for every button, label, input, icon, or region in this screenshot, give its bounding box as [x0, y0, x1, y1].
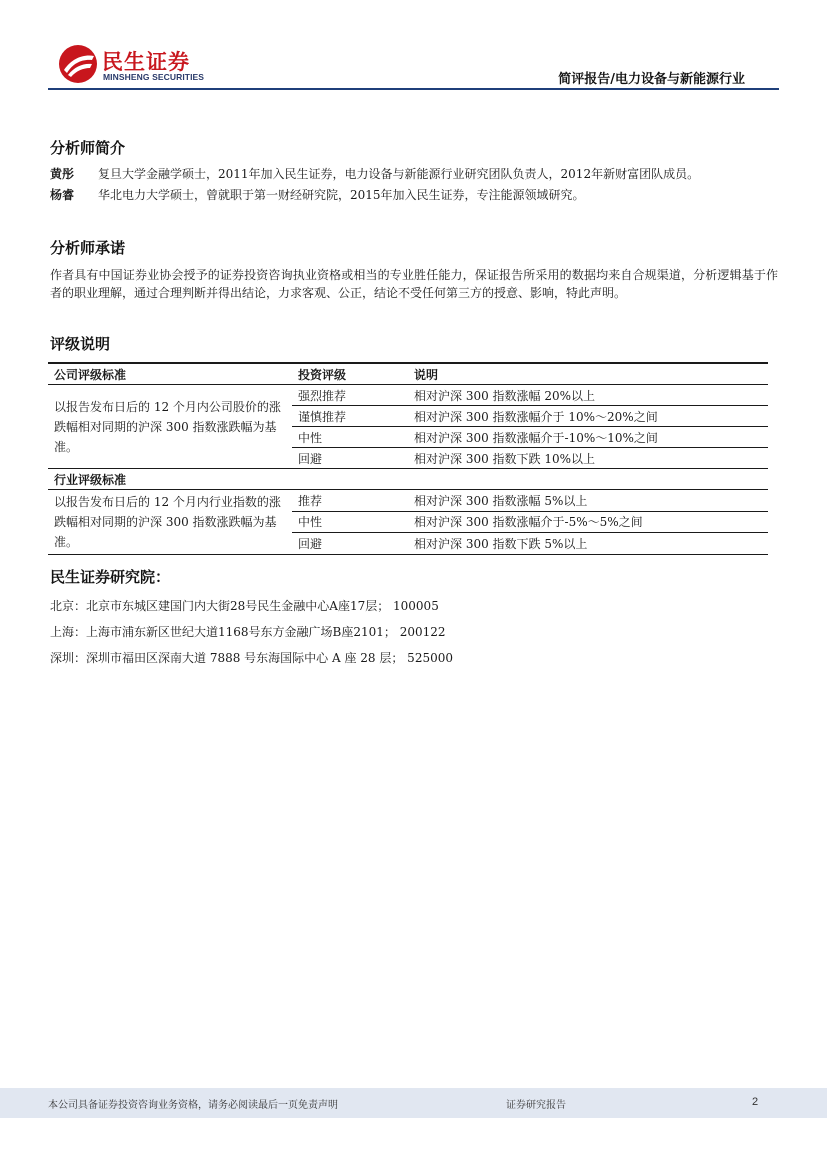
analyst-name: 杨睿 [50, 188, 75, 202]
analyst-bio [50, 165, 699, 182]
commitment-text: 作者具有中国证券业协会授予的证券投资咨询执业资格或相当的专业胜任能力，保证报告所采用的数据均来自合规渠道，分析逻辑基于作者的职业理解，通过合理判断并得出结论，力求客观、公正，结论不受任何第三方的授意、影响，特此声明。 [50, 268, 778, 300]
rating-level: 谨慎推荐 [292, 406, 408, 427]
header-cell: 说明 [408, 363, 768, 385]
logo-chinese-name: 民生证券 [102, 50, 190, 74]
page-footer [0, 1088, 827, 1118]
industry-rating-header [48, 469, 768, 490]
rating-desc: 相对沪深 300 指数涨幅 20%以上 [408, 385, 768, 406]
company-rating-header [48, 363, 768, 385]
rating-level: 强烈推荐 [292, 385, 408, 406]
rating-desc: 相对沪深 300 指数下跌 10%以上 [408, 448, 768, 469]
analyst-intro-title: 分析师简介 [50, 139, 126, 157]
analyst-name: 黄彤 [50, 167, 75, 181]
industry-rating-basis: 以报告发布日后的 12 个月内行业指数的涨跌幅相对同期的沪深 300 指数涨跌幅为基准。 [48, 490, 292, 555]
header-cell: 行业评级标准 [48, 469, 768, 490]
footer-label: 证券研究报告 [506, 1100, 566, 1111]
analyst-bio-text: 华北电力大学硕士，曾就职于第一财经研究院，2015年加入民生证券，专注能源领域研究。 [98, 188, 585, 202]
company-logo [58, 44, 208, 84]
rating-level: 回避 [292, 533, 408, 555]
rating-desc: 相对沪深 300 指数涨幅介于-10%～10%之间 [408, 427, 768, 448]
rating-table [48, 362, 768, 555]
logo-english-name: MINSHENG SECURITIES [103, 72, 205, 82]
rating-desc: 相对沪深 300 指数涨幅 5%以上 [408, 490, 768, 512]
minsheng-logo-icon [58, 44, 98, 84]
header-cell: 投资评级 [292, 363, 408, 385]
header-divider [48, 88, 779, 90]
table-row [48, 385, 768, 406]
company-rating-basis: 以报告发布日后的 12 个月内公司股价的涨跌幅相对同期的沪深 300 指数涨跌幅为基准。 [48, 385, 292, 469]
report-category: 简评报告/电力设备与新能源行业 [558, 72, 745, 87]
institute-title: 民生证券研究院： [50, 568, 171, 586]
table-row [48, 490, 768, 512]
rating-title: 评级说明 [50, 335, 111, 353]
analyst-bio-text: 复旦大学金融学硕士，2011年加入民生证券，电力设备与新能源行业研究团队负责人，2012年新财富团队成员。 [98, 167, 700, 181]
rating-desc: 相对沪深 300 指数涨幅介于-5%～5%之间 [408, 511, 768, 533]
rating-level: 中性 [292, 427, 408, 448]
header-cell: 公司评级标准 [48, 363, 292, 385]
analyst-bio [50, 186, 585, 203]
page-number: 2 [752, 1096, 759, 1108]
rating-level: 推荐 [292, 490, 408, 512]
address-beijing: 北京：北京市东城区建国门内大街28号民生金融中心A座17层； 100005 [50, 599, 439, 613]
rating-level: 回避 [292, 448, 408, 469]
address-shanghai: 上海：上海市浦东新区世纪大道1168号东方金融广场B座2101； 200122 [50, 625, 446, 639]
rating-desc: 相对沪深 300 指数下跌 5%以上 [408, 533, 768, 555]
rating-desc: 相对沪深 300 指数涨幅介于 10%～20%之间 [408, 406, 768, 427]
commitment-title: 分析师承诺 [50, 239, 126, 257]
rating-level: 中性 [292, 511, 408, 533]
footer-disclaimer: 本公司具备证券投资咨询业务资格，请务必阅读最后一页免责声明 [48, 1100, 338, 1111]
address-shenzhen: 深圳：深圳市福田区深南大道 7888 号东海国际中心 A 座 28 层； 525000 [50, 651, 453, 665]
